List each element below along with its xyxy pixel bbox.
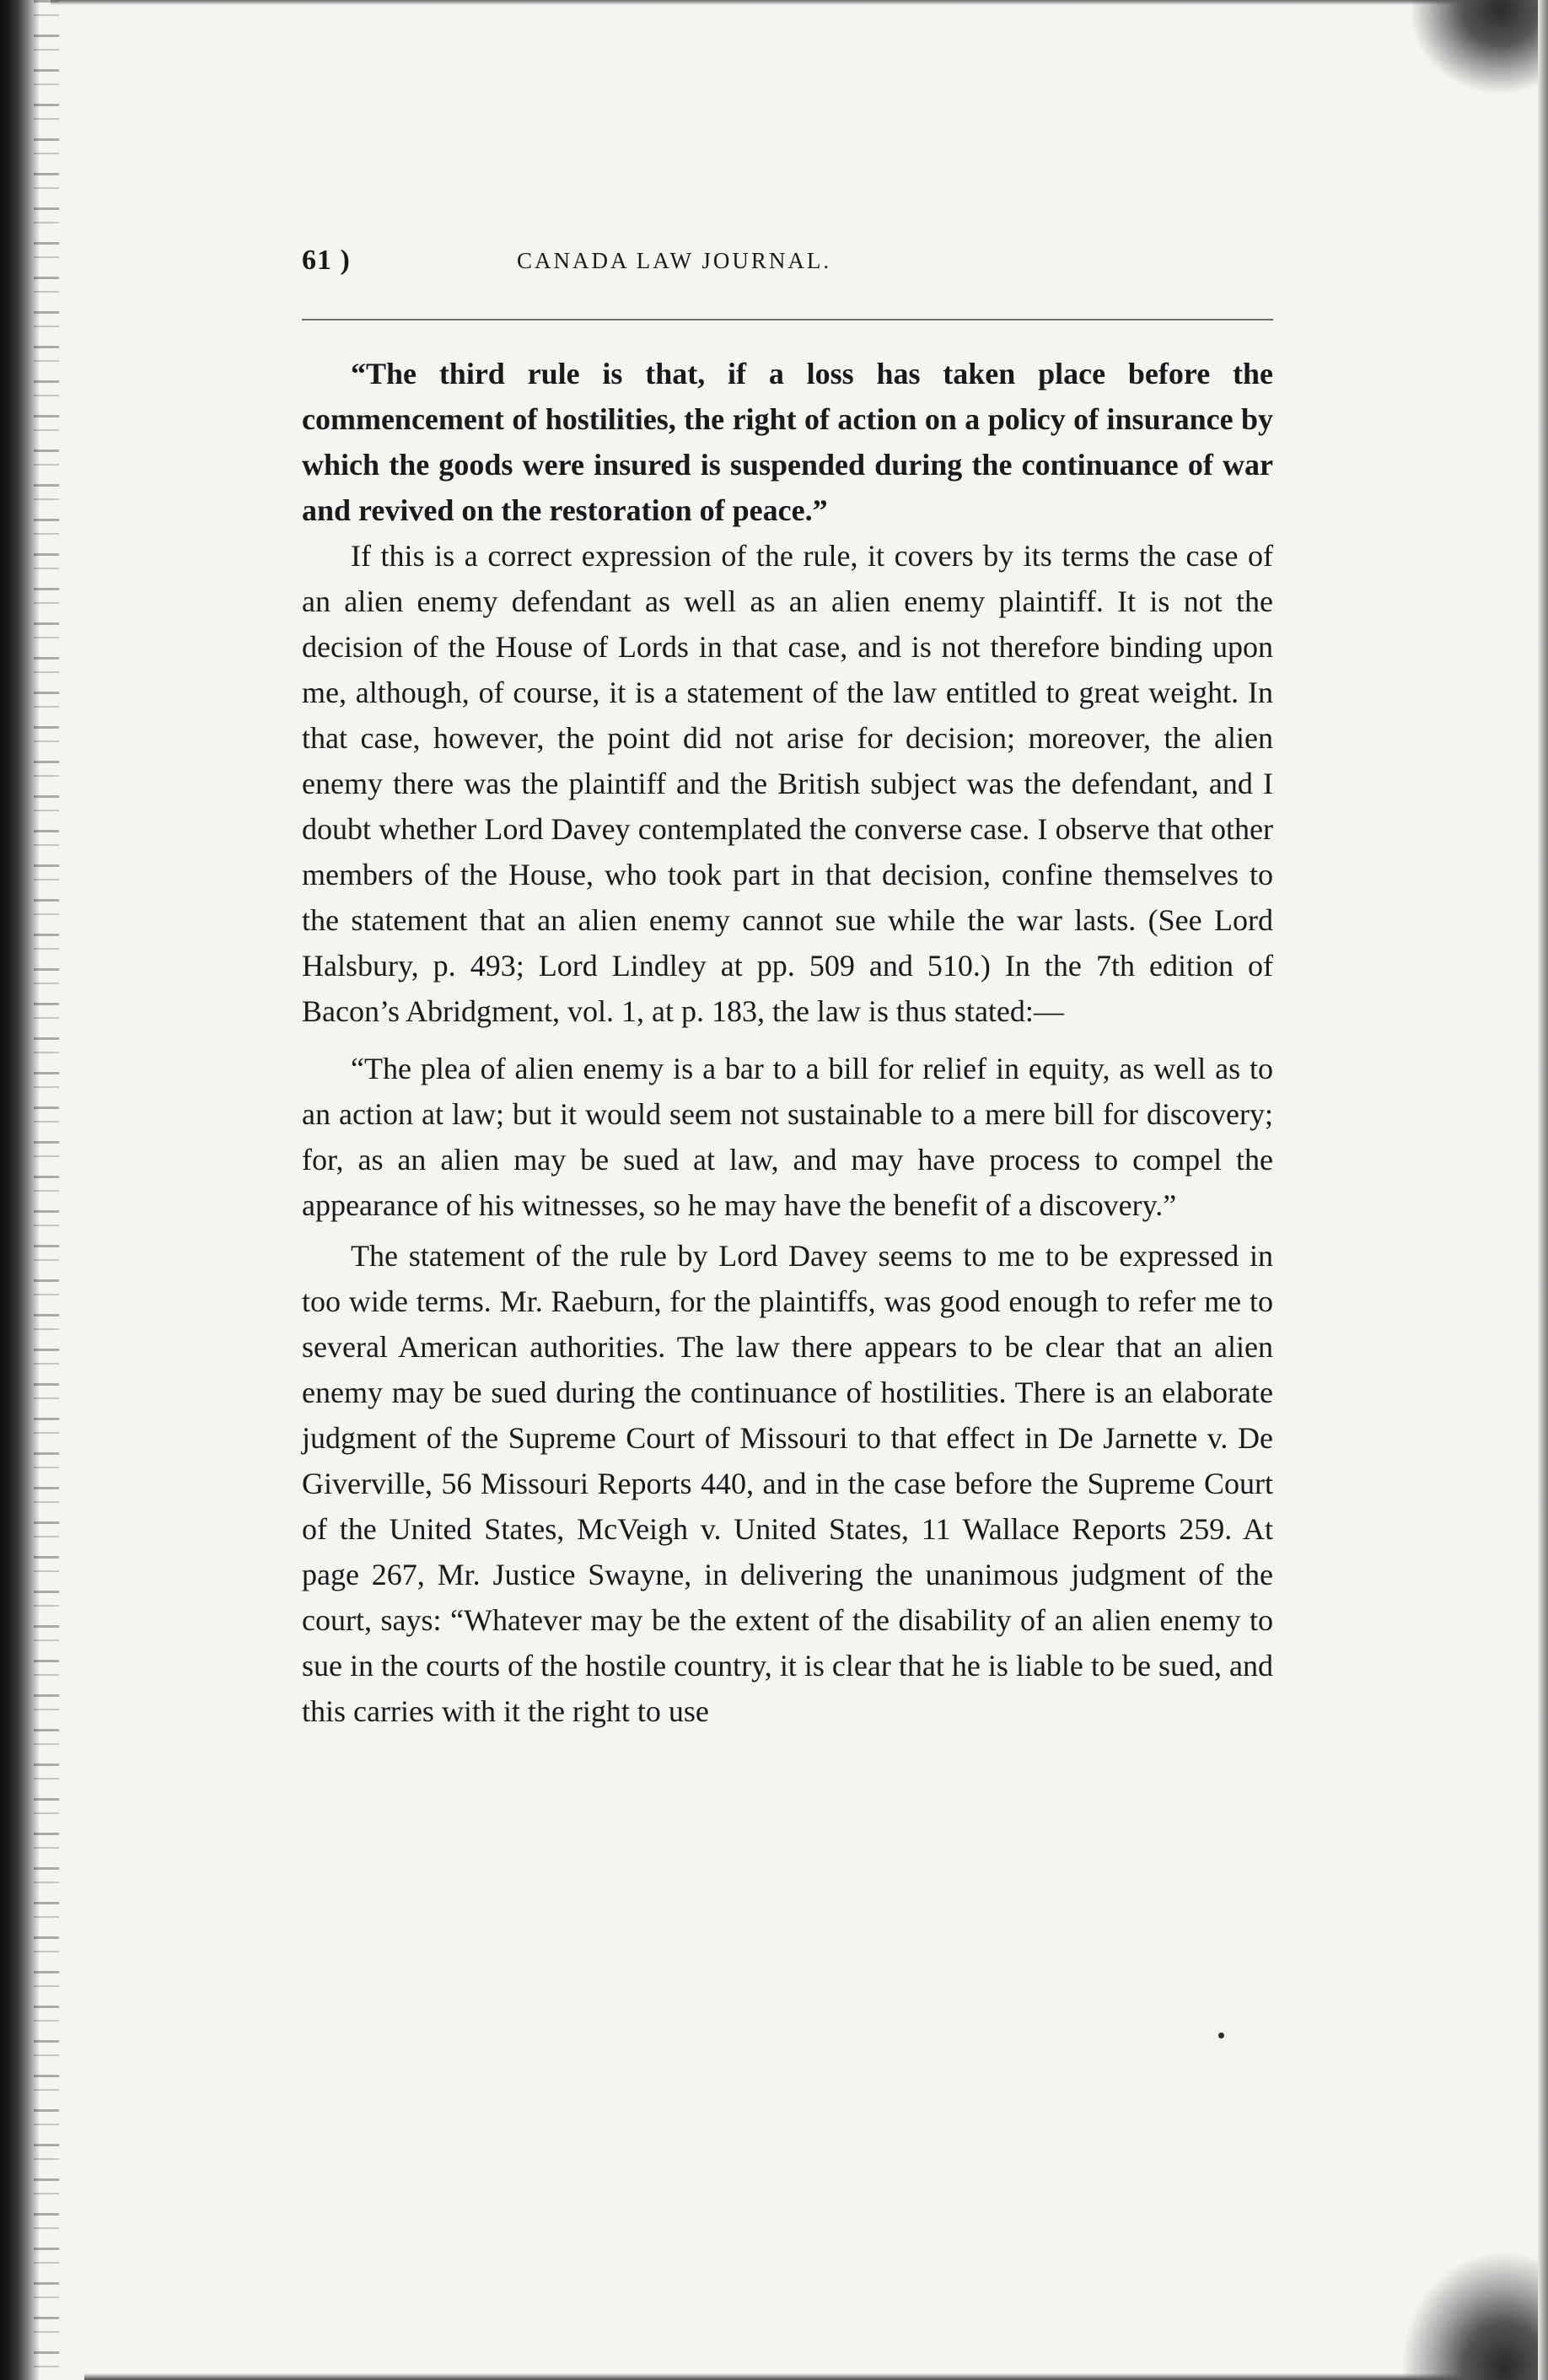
body-text — [302, 351, 1273, 1734]
stray-ink-mark — [1218, 2033, 1224, 2038]
discussion-paragraph: If this is a correct expression of the rule, it covers by its terms the case of an alien enemy defendant as well as an alien enemy plaintiff. It is not the decision of the House of Lords in that case, and is not therefore binding upon me, although, of course, it is a statement of the law entitled to great weight. In that case, however, the point did not arise for decision; moreover, the alien enemy there was the plaintiff and the British subject was the defendant, and I doubt whether Lord Davey contemplated the converse case. I observe that other members of the House, who took part in that decision, confine themselves to the statement that an alien enemy cannot sue while the war lasts. (See Lord Halsbury, p. 493; Lord Lindley at pp. 509 and 510.) In the 7th edition of Bacon’s Abridgment, vol. 1, at p. 183, the law is thus stated:— — [302, 539, 1273, 1028]
scan-binding-speckle — [34, 0, 59, 2380]
page-number: 61 ) — [302, 245, 351, 276]
scan-bottom-edge — [84, 2373, 1484, 2380]
scan-top-edge — [51, 0, 1492, 5]
header-rule — [302, 319, 1273, 320]
scan-corner-blot-bottom-right — [1403, 2253, 1538, 2380]
quoted-rule-paragraph: “The third rule is that, if a loss has taken place before the commencement of hostilities, the right of action on a policy of insurance by which the goods were insured is suspended during the continuance of war and revived on the restoration of peace.” — [302, 357, 1273, 527]
running-head — [302, 245, 1273, 285]
journal-title: CANADA LAW JOURNAL. — [517, 248, 832, 273]
bacon-abridgment-quote: “The plea of alien enemy is a bar to a bill for relief in equity, as well as to an action at law; but it would seem not sustainable to a mere bill for discovery; for, as an alien may be sued at law, and may have process to compel the appearance of his witnesses, so he may have the benefit of a discovery.” — [302, 1052, 1273, 1222]
american-authorities-paragraph: The statement of the rule by Lord Davey seems to me to be expressed in too wide terms. Mr. Raeburn, for the plaintiffs, was good enough to refer me to several American authorities. The law there appears to be clear that an alien enemy may be sued during the continuance of hostilities. There is an elaborate judgment of the Supreme Court of Missouri to that effect in De Jarnette v. De Giverville, 56 Missouri Reports 440, and in the case before the Supreme Court of the United States, McVeigh v. United States, 11 Wallace Reports 259. At page 267, Mr. Justice Swayne, in delivering the unanimous judgment of the court, says: “Whatever may be the extent of the disability of an alien enemy to sue in the courts of the hostile country, it is clear that he is liable to be sued, and this carries with it the right to use — [302, 1239, 1273, 1728]
scan-right-edge-shadow — [1538, 0, 1548, 2380]
scan-corner-blot-top-right — [1411, 0, 1538, 93]
journal-page — [302, 245, 1273, 1728]
